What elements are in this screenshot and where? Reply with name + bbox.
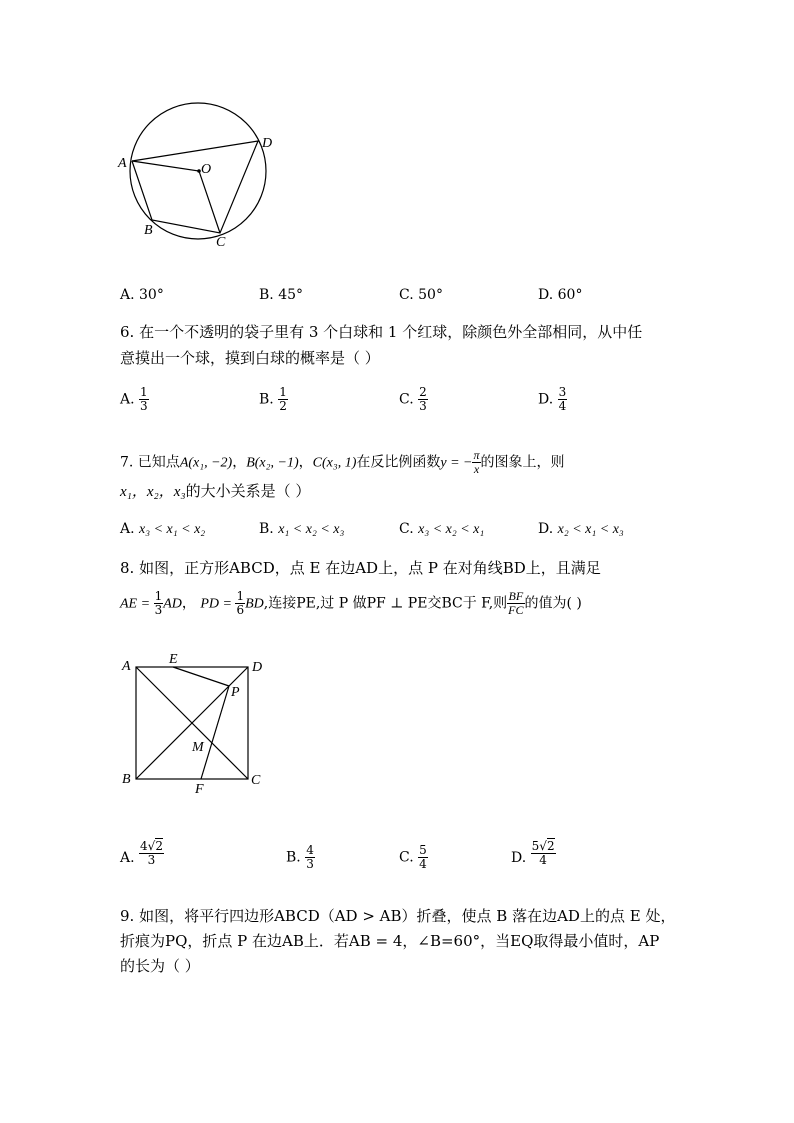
q5-option-c: C. 50°: [399, 287, 443, 303]
q6-option-a: A. $\frac{1}{3}$: [120, 385, 148, 413]
q6-option-d: D. $\frac{3}{4}$: [538, 385, 567, 413]
q6-option-b: B. $\frac{1}{2}$: [259, 385, 287, 413]
q6-option-c: C. $\frac{2}{3}$: [399, 385, 427, 413]
q5-option-a: A. 30°: [120, 287, 164, 303]
q7-option-c: C. x₃ < x₂ < x₁: [399, 521, 485, 537]
label-m: M: [192, 740, 204, 755]
q7-option-b: B. x₁ < x₂ < x₃: [259, 521, 345, 537]
q6-line2: 意摸出一个球，摸到白球的概率是（ ）: [120, 349, 380, 367]
label-c: C: [216, 235, 226, 250]
q7-option-d: D. x₂ < x₁ < x₃: [538, 521, 624, 537]
q8-option-a: A. $\frac{4√2}{3}$: [120, 839, 163, 867]
circle-figure: [112, 95, 282, 255]
q8-line1: 8. 如图，正方形ABCD，点 E 在边AD上，点 P 在对角线BD上，且满足: [120, 559, 601, 577]
label-d: D: [262, 136, 273, 151]
label-a: A: [118, 156, 127, 171]
q8-option-c: C. $\frac{5}{4}$: [399, 843, 427, 871]
label-a: A: [122, 659, 131, 674]
q5-option-b: B. 45°: [259, 287, 304, 303]
q7-option-a: A. x₃ < x₁ < x₂: [120, 521, 206, 537]
q9-line2: 折痕为PQ，折点 P 在边AB上．若AB = 4，∠B=60°，当EQ取得最小值时，AP: [120, 932, 660, 950]
label-d: D: [252, 660, 263, 675]
q9-line1: 9. 如图，将平行四边形ABCD（AD > AB）折叠，使点 B 落在边AD上的点 E 处，: [120, 907, 676, 925]
label-b: B: [144, 223, 153, 238]
q8-option-b: B. $\frac{4}{3}$: [286, 843, 314, 871]
square-figure: [118, 650, 268, 800]
quad-abcd: [132, 141, 258, 233]
q5-option-d: D. 60°: [538, 287, 583, 303]
label-b: B: [122, 772, 131, 787]
q7-line1: 7. 已知点A(x₁, −2)，B(x₂, −1)，C(x₃, 1)在反比例函数y = − $\frac{\pi}{x}$ 的图象上，则: [120, 448, 565, 476]
q7-line2: x₁，x₂，x₃的大小关系是（ ）: [120, 482, 311, 500]
label-p: P: [231, 685, 240, 700]
q8-option-d: D. $\frac{5√2}{4}$: [511, 839, 555, 867]
q8-line2: AE = $\frac{1}{3}$ AD， PD = $\frac{1}{6}$ BD,连接PE,过 P 做PF ⊥ PE交BC于 F,则 $\frac{BF}{FC}$ 的值为( ): [120, 589, 582, 617]
label-c: C: [251, 773, 261, 788]
label-e: E: [169, 652, 178, 667]
q9-line3: 的长为（ ）: [120, 957, 200, 975]
segment-pe: [173, 667, 229, 686]
q6-line1: 6. 在一个不透明的袋子里有 3 个白球和 1 个红球，除颜色外全部相同，从中任: [120, 323, 643, 341]
label-f: F: [195, 782, 204, 797]
label-o: O: [201, 162, 212, 177]
